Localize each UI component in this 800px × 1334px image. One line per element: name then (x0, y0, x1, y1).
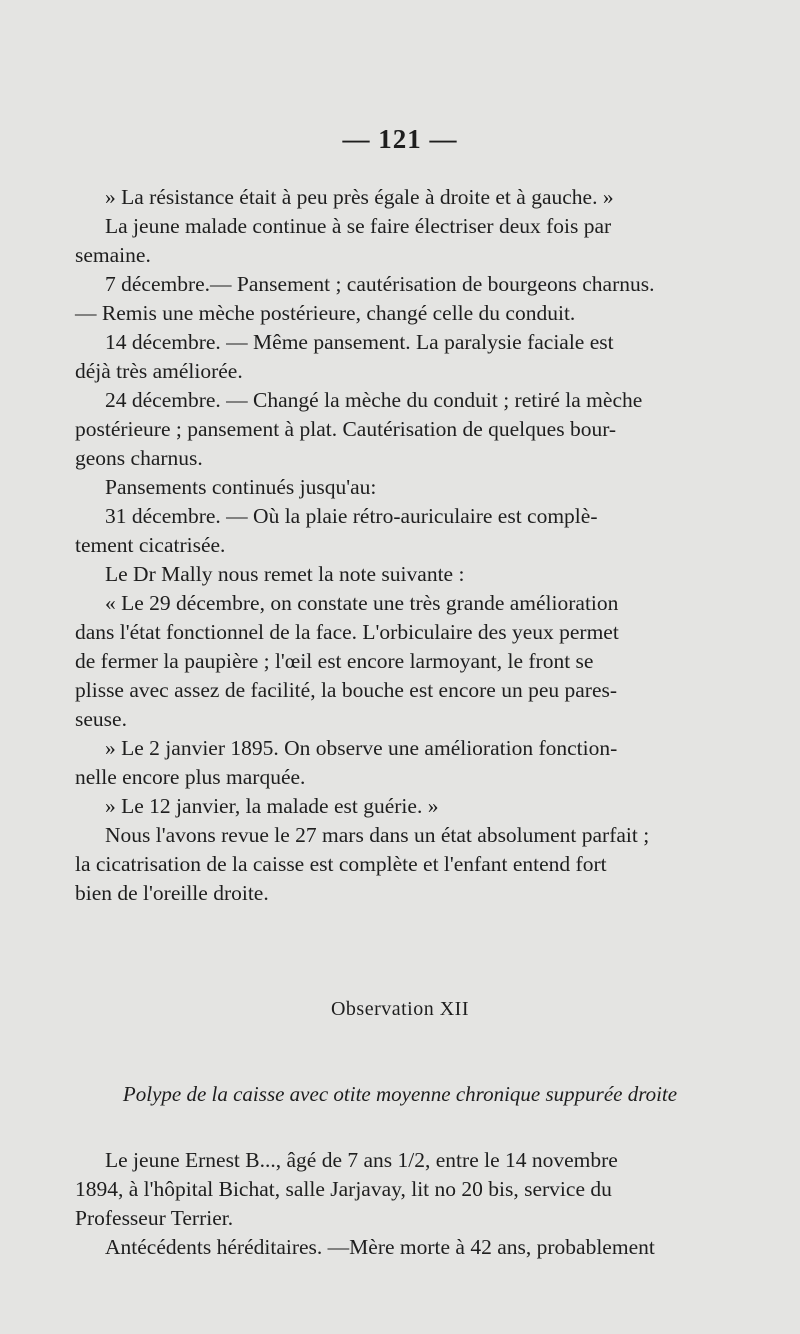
text-line: Professeur Terrier. (75, 1206, 234, 1230)
text-line: semaine. (75, 243, 151, 267)
text-line: — Remis une mèche postérieure, changé celle du conduit. (75, 301, 576, 325)
text-line: seuse. (75, 707, 127, 731)
text-line: tement cicatrisée. (75, 533, 226, 557)
text-line: déjà très améliorée. (75, 359, 243, 383)
text-line: Nous l'avons revue le 27 mars dans un état absolument parfait ; (105, 823, 650, 847)
text-line: de fermer la paupière ; l'œil est encore larmoyant, le front se (75, 649, 594, 673)
text-line: Antécédents héréditaires. —Mère morte à 42 ans, probablement (105, 1235, 655, 1259)
text-line: La jeune malade continue à se faire électriser deux fois par (105, 214, 612, 238)
text-line: la cicatrisation de la caisse est complète et l'enfant entend fort (75, 852, 607, 876)
text-line: 31 décembre. — Où la plaie rétro-auriculaire est complè- (105, 504, 598, 528)
text-line: « Le 29 décembre, on constate une très grande amélioration (105, 591, 619, 615)
text-line: postérieure ; pansement à plat. Cautérisation de quelques bour- (75, 417, 617, 441)
page-number: — 121 — (342, 124, 458, 154)
text-line: geons charnus. (75, 446, 203, 470)
observation-title: Polype de la caisse avec otite moyenne chronique suppurée droite (122, 1082, 678, 1106)
text-line: » Le 12 janvier, la malade est guérie. » (105, 794, 439, 818)
text-line: nelle encore plus marquée. (75, 765, 306, 789)
text-line: Le Dr Mally nous remet la note suivante : (105, 562, 465, 586)
text-line: Pansements continués jusqu'au: (105, 475, 377, 499)
text-line: 7 décembre.— Pansement ; cautérisation de bourgeons charnus. (105, 272, 655, 296)
text-line: » La résistance était à peu près égale à droite et à gauche. » (105, 185, 614, 209)
text-line: 24 décembre. — Changé la mèche du conduit ; retiré la mèche (105, 388, 643, 412)
text-line: 14 décembre. — Même pansement. La paralysie faciale est (105, 330, 614, 354)
text-line: plisse avec assez de facilité, la bouche est encore un peu pares- (75, 678, 618, 702)
text-line: bien de l'oreille droite. (75, 881, 269, 905)
text-line: dans l'état fonctionnel de la face. L'orbiculaire des yeux permet (75, 620, 619, 644)
observation-heading: Observation XII (330, 998, 470, 1020)
text-line: » Le 2 janvier 1895. On observe une amélioration fonction- (105, 736, 618, 760)
text-line: 1894, à l'hôpital Bichat, salle Jarjavay, lit no 20 bis, service du (75, 1177, 612, 1201)
text-line: Le jeune Ernest B..., âgé de 7 ans 1/2, entre le 14 novembre (105, 1148, 618, 1172)
